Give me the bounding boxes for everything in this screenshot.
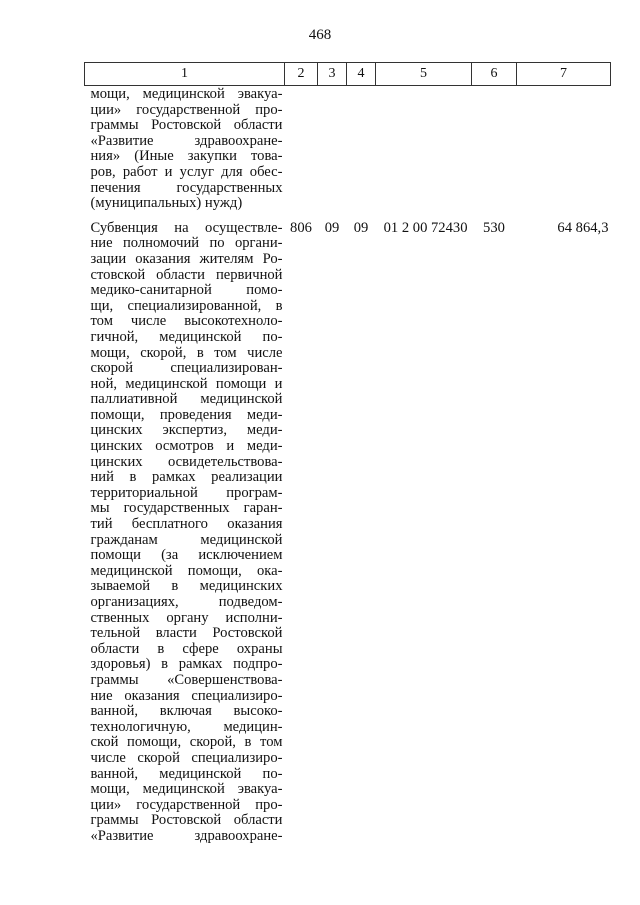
text-line: паллиативной медицинской — [90, 391, 283, 408]
text-line: мы государственных гаран- — [90, 500, 283, 517]
text-line: здоровья) в рамках подпро- — [90, 656, 283, 673]
cell-expense-type: 530 — [483, 219, 505, 236]
page-number: 468 — [308, 27, 332, 43]
budget-table — [84, 62, 611, 845]
text-line: организациях, подведом- — [90, 594, 283, 610]
row-description — [85, 86, 285, 212]
text-line: граммы «Совершенствова- — [90, 671, 283, 688]
text-line: ров, работ и услуг для обес- — [90, 163, 283, 180]
cell-subsection: 09 — [353, 219, 369, 236]
text-line: стовской области первичной — [90, 266, 283, 283]
cell-ministry: 806 — [290, 219, 312, 236]
text-line: медико-санитарной помо- — [90, 282, 283, 299]
text-line: том числе высокотехноло- — [90, 313, 283, 330]
text-line: мощи, медицинской эвакуа- — [90, 86, 283, 102]
text-line: помощи, проведения меди- — [90, 406, 283, 423]
row-description — [85, 212, 285, 845]
column-header-4: 4 — [347, 63, 376, 86]
text-line: территориальной програм- — [90, 484, 283, 501]
text-line: ции» государственной про- — [90, 796, 283, 813]
text-line: ной, медицинской помощи и — [90, 375, 283, 392]
text-line: тий бесплатного оказания — [90, 516, 283, 533]
column-header-1: 1 — [85, 63, 285, 86]
text-line: ние оказания специализиро- — [90, 687, 283, 704]
text-line: ния» (Иные закупки това- — [90, 148, 283, 165]
cell-subsection — [347, 86, 376, 212]
text-line: цинских экспертиз, меди- — [90, 422, 283, 439]
cell-section: 09 — [324, 219, 340, 236]
text-line: медицинской помощи, ока- — [90, 562, 283, 579]
text-line: скорой специализирован- — [90, 360, 283, 377]
text-line: помощи (за исключением — [90, 547, 283, 564]
text-line: щи, специализированной, в — [90, 297, 283, 314]
text-line: гражданам медицинской — [90, 531, 283, 548]
text-line: числе скорой специализиро- — [90, 749, 283, 766]
text-line: Субвенция на осуществле- — [90, 219, 283, 236]
table-header-row — [85, 63, 611, 86]
column-header-2: 2 — [285, 63, 318, 86]
text-line: граммы Ростовской области — [90, 117, 283, 134]
column-header-6: 6 — [472, 63, 517, 86]
text-line: граммы Ростовской области — [90, 812, 283, 829]
cell-target-article — [376, 86, 472, 212]
column-header-3: 3 — [318, 63, 347, 86]
text-line: ний в рамках реализации — [90, 469, 283, 486]
text-line: (муниципальных) нужд) — [90, 195, 243, 212]
text-line: ванной, включая высоко- — [90, 703, 283, 720]
text-line: мощи, медицинской эвакуа- — [90, 781, 283, 798]
text-line: ции» государственной про- — [90, 101, 283, 118]
column-header-7: 7 — [517, 63, 611, 86]
text-line: зации оказания жителям Ро- — [90, 250, 283, 267]
text-line: ванной, медицинской по- — [90, 765, 283, 782]
cell-section — [318, 86, 347, 212]
text-line: цинских осмотров и меди- — [90, 438, 283, 455]
text-line: «Развитие здравоохране- — [90, 827, 283, 844]
cell-amount: 64 864,3 — [557, 219, 609, 236]
cell-amount — [517, 86, 611, 212]
cell-target-article: 01 2 00 72430 — [383, 219, 468, 236]
column-header-5: 5 — [376, 63, 472, 86]
text-line: печения государственных — [90, 179, 283, 196]
text-line: области в сфере охраны — [90, 640, 283, 657]
text-line: ской помощи, скорой, в том — [90, 734, 283, 751]
text-line: зываемой в медицинских — [90, 578, 283, 595]
table-row — [85, 86, 611, 212]
text-line: ственных органу исполни- — [90, 609, 283, 626]
text-line: «Развитие здравоохране- — [90, 132, 283, 149]
table-row — [85, 212, 611, 845]
cell-ministry — [285, 86, 318, 212]
text-line: гичной, медицинской по- — [90, 328, 283, 345]
text-line: мощи, скорой, в том числе — [90, 344, 283, 361]
text-line: цинских освидетельствова- — [90, 453, 283, 470]
cell-expense-type — [472, 86, 517, 212]
text-line: технологичную, медицин- — [90, 718, 283, 735]
text-line: ние полномочий по органи- — [90, 235, 283, 252]
text-line: тельной власти Ростовской — [90, 625, 283, 642]
